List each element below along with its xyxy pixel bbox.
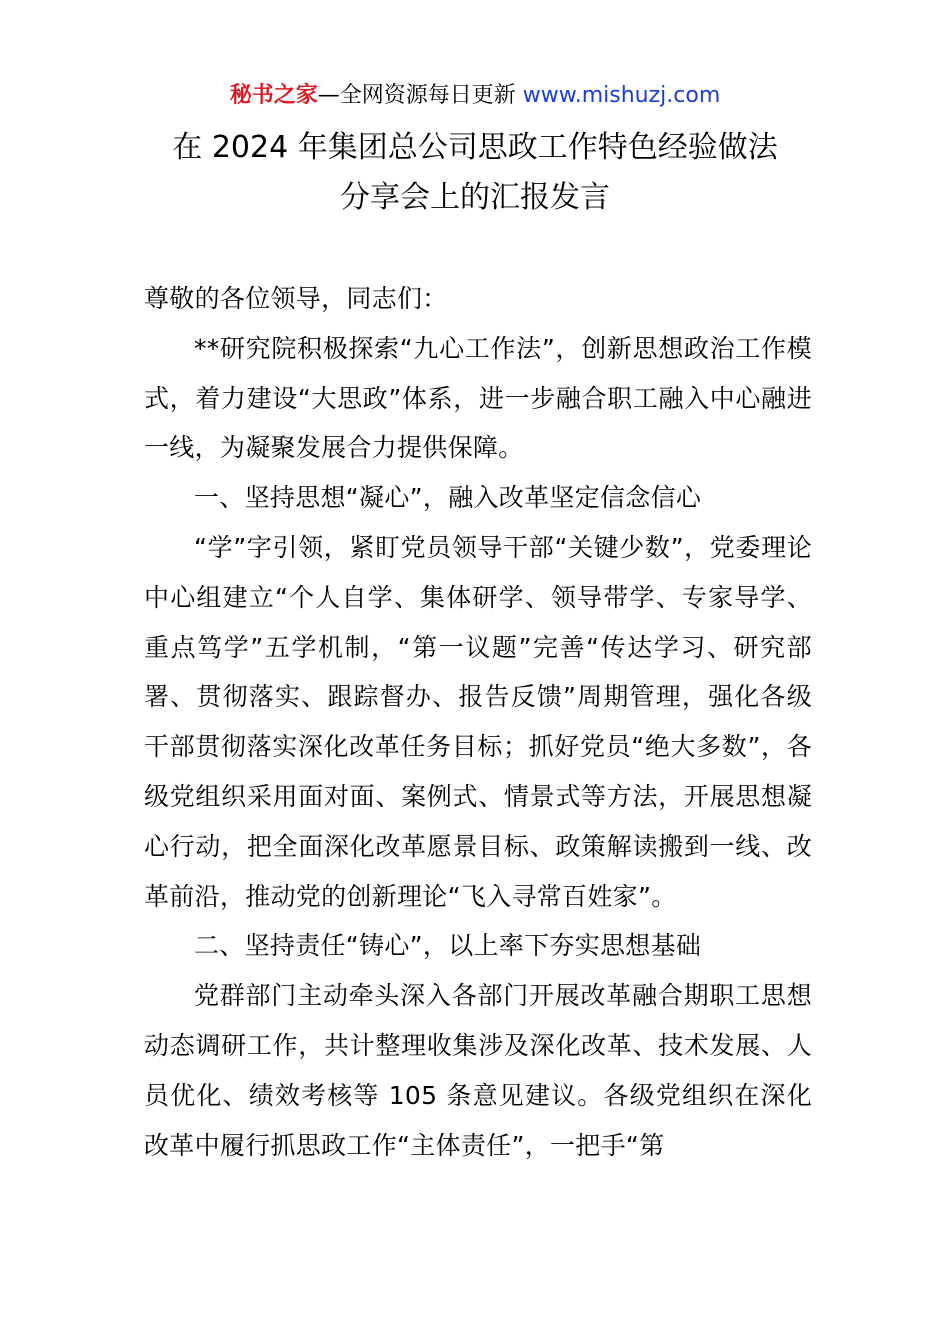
- document-body: [144, 274, 812, 1170]
- salutation: 尊敬的各位领导，同志们：: [144, 284, 448, 313]
- section-heading-2: 二、坚持责任“铸心”，以上率下夯实思想基础: [194, 931, 702, 961]
- section-paragraph-2: 党群部门主动牵头深入各部门开展改革融合期职工思想动态调研工作，共计整理收集涉及深化改革、技术发展、人员优化、绩效考核等 105 条意见建议。各级党组织在深化改革中履行抓思政工作“主体责任”，一把手“第: [144, 981, 812, 1160]
- document-title-line-2: 分享会上的汇报发言: [340, 180, 610, 215]
- section-heading-1: 一、坚持思想“凝心”，融入改革坚定信念信心: [194, 483, 702, 513]
- document-title-line-1: 在 2024 年集团总公司思政工作特色经验做法: [172, 130, 778, 165]
- section-paragraph-1: “学”字引领，紧盯党员领导干部“关键少数”，党委理论中心组建立“个人自学、集体研学、领导带学、专家导学、重点笃学”五学机制，“第一议题”完善“传达学习、研究部署、贯彻落实、跟踪督办、报告反馈”周期管理，强化各级干部贯彻落实深化改革任务目标；抓好党员“绝大多数”，各级党组织采用面对面、案例式、情景式等方法，开展思想凝心行动，把全面深化改革愿景目标、政策解读搬到一线、改革前沿，推动党的创新理论“飞入寻常百姓家”。: [144, 532, 812, 911]
- intro-paragraph: **研究院积极探索“九心工作法”，创新思想政治工作模式，着力建设“大思政”体系，进一步融合职工融入中心融进一线，为凝聚发展合力提供保障。: [144, 333, 812, 463]
- header-slogan: —全网资源每日更新: [317, 83, 523, 108]
- brand-name: 秘书之家: [229, 83, 318, 108]
- website-link[interactable]: www.mishuzj.com: [522, 83, 721, 108]
- page-header: [0, 80, 950, 112]
